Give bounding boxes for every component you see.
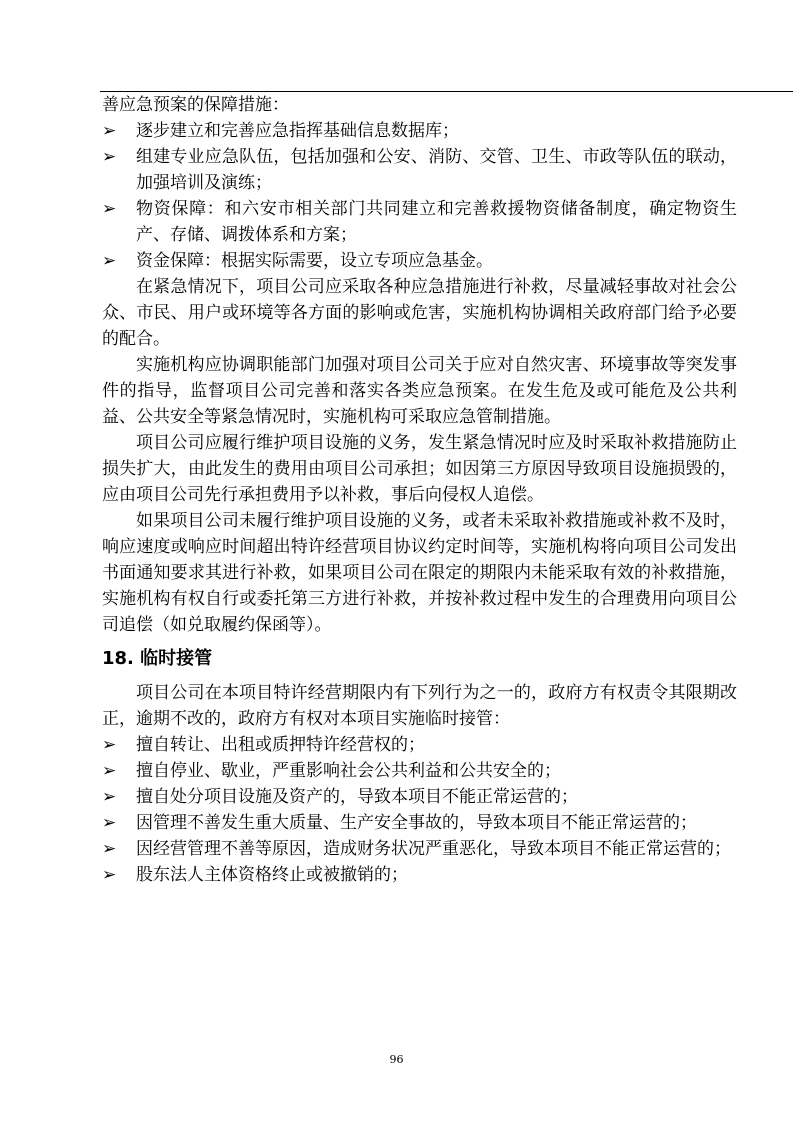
paragraph: 实施机构应协调职能部门加强对项目公司关于应对自然灾害、环境事故等突发事件的指导，监督项目公司完善和落实各类应急预案。在发生危及或可能危及公共利益、公共安全等紧急情况时，实施机构可采取应急管制措施。	[102, 355, 737, 427]
list-item: ➢ 擅自处分项目设施及资产的，导致本项目不能正常运营的；	[102, 784, 737, 810]
bullet-arrow-icon: ➢	[102, 199, 117, 219]
bullet-arrow-icon: ➢	[102, 839, 117, 859]
paragraph: 项目公司应履行维护项目设施的义务，发生紧急情况时应及时采取补救措施防止损失扩大，由此发生的费用由项目公司承担；如因第三方原因导致项目设施损毁的，应由项目公司先行承担费用予以补救，事后向侵权人追偿。	[102, 433, 737, 505]
bullet-arrow-icon: ➢	[102, 147, 117, 167]
list-item: ➢ 因经营管理不善等原因，造成财务状况严重恶化，导致本项目不能正常运营的；	[102, 836, 737, 862]
paragraph: 在紧急情况下，项目公司应采取各种应急措施进行补救，尽量减轻事故对社会公众、市民、用户或环境等各方面的影响或危害，实施机构协调相关政府部门给予必要的配合。	[102, 277, 737, 349]
list-item: ➢ 物资保障：和六安市相关部门共同建立和完善救援物资储备制度，确定物资生产、存储、调拨体系和方案；	[102, 196, 737, 248]
list-item: ➢ 擅自停业、歇业，严重影响社会公共利益和公共安全的；	[102, 758, 737, 784]
paragraph: 项目公司在本项目特许经营期限内有下列行为之一的，政府方有权责令其限期改正，逾期不改的，政府方有权对本项目实施临时接管：	[102, 683, 737, 729]
bullet-arrow-icon: ➢	[102, 251, 117, 271]
list-item: ➢ 逐步建立和完善应急指挥基础信息数据库；	[102, 118, 737, 144]
list-item: ➢ 股东法人主体资格终止或被撤销的；	[102, 862, 737, 888]
list-item: ➢ 资金保障：根据实际需要，设立专项应急基金。	[102, 248, 737, 274]
page-body	[102, 92, 737, 888]
bullet-arrow-icon: ➢	[102, 735, 117, 755]
paragraph: 如果项目公司未履行维护项目设施的义务，或者未采取补救措施或补救不及时，响应速度或响应时间超出特许经营项目协议约定时间等，实施机构将向项目公司发出书面通知要求其进行补救，如果项目公司在限定的期限内未能采取有效的补救措施，实施机构有权自行或委托第三方进行补救，并按补救过程中发生的合理费用向项目公司追偿（如兑取履约保函等）。	[102, 511, 737, 635]
bullet-arrow-icon: ➢	[102, 813, 117, 833]
bullet-arrow-icon: ➢	[102, 121, 117, 141]
list-item: ➢ 组建专业应急队伍，包括加强和公安、消防、交管、卫生、市政等队伍的联动，加强培训及演练；	[102, 144, 737, 196]
section-heading: 18. 临时接管	[102, 648, 213, 669]
bullet-arrow-icon: ➢	[102, 865, 117, 885]
page-number: 96	[389, 1053, 404, 1066]
bullet-arrow-icon: ➢	[102, 787, 117, 807]
list-item: ➢ 擅自转让、出租或质押特许经营权的；	[102, 732, 737, 758]
list-item: ➢ 因管理不善发生重大质量、生产安全事故的，导致本项目不能正常运营的；	[102, 810, 737, 836]
bullet-list-2	[102, 732, 737, 888]
bullet-list-1	[102, 118, 737, 274]
bullet-arrow-icon: ➢	[102, 761, 117, 781]
intro-line: 善应急预案的保障措施：	[102, 95, 289, 115]
